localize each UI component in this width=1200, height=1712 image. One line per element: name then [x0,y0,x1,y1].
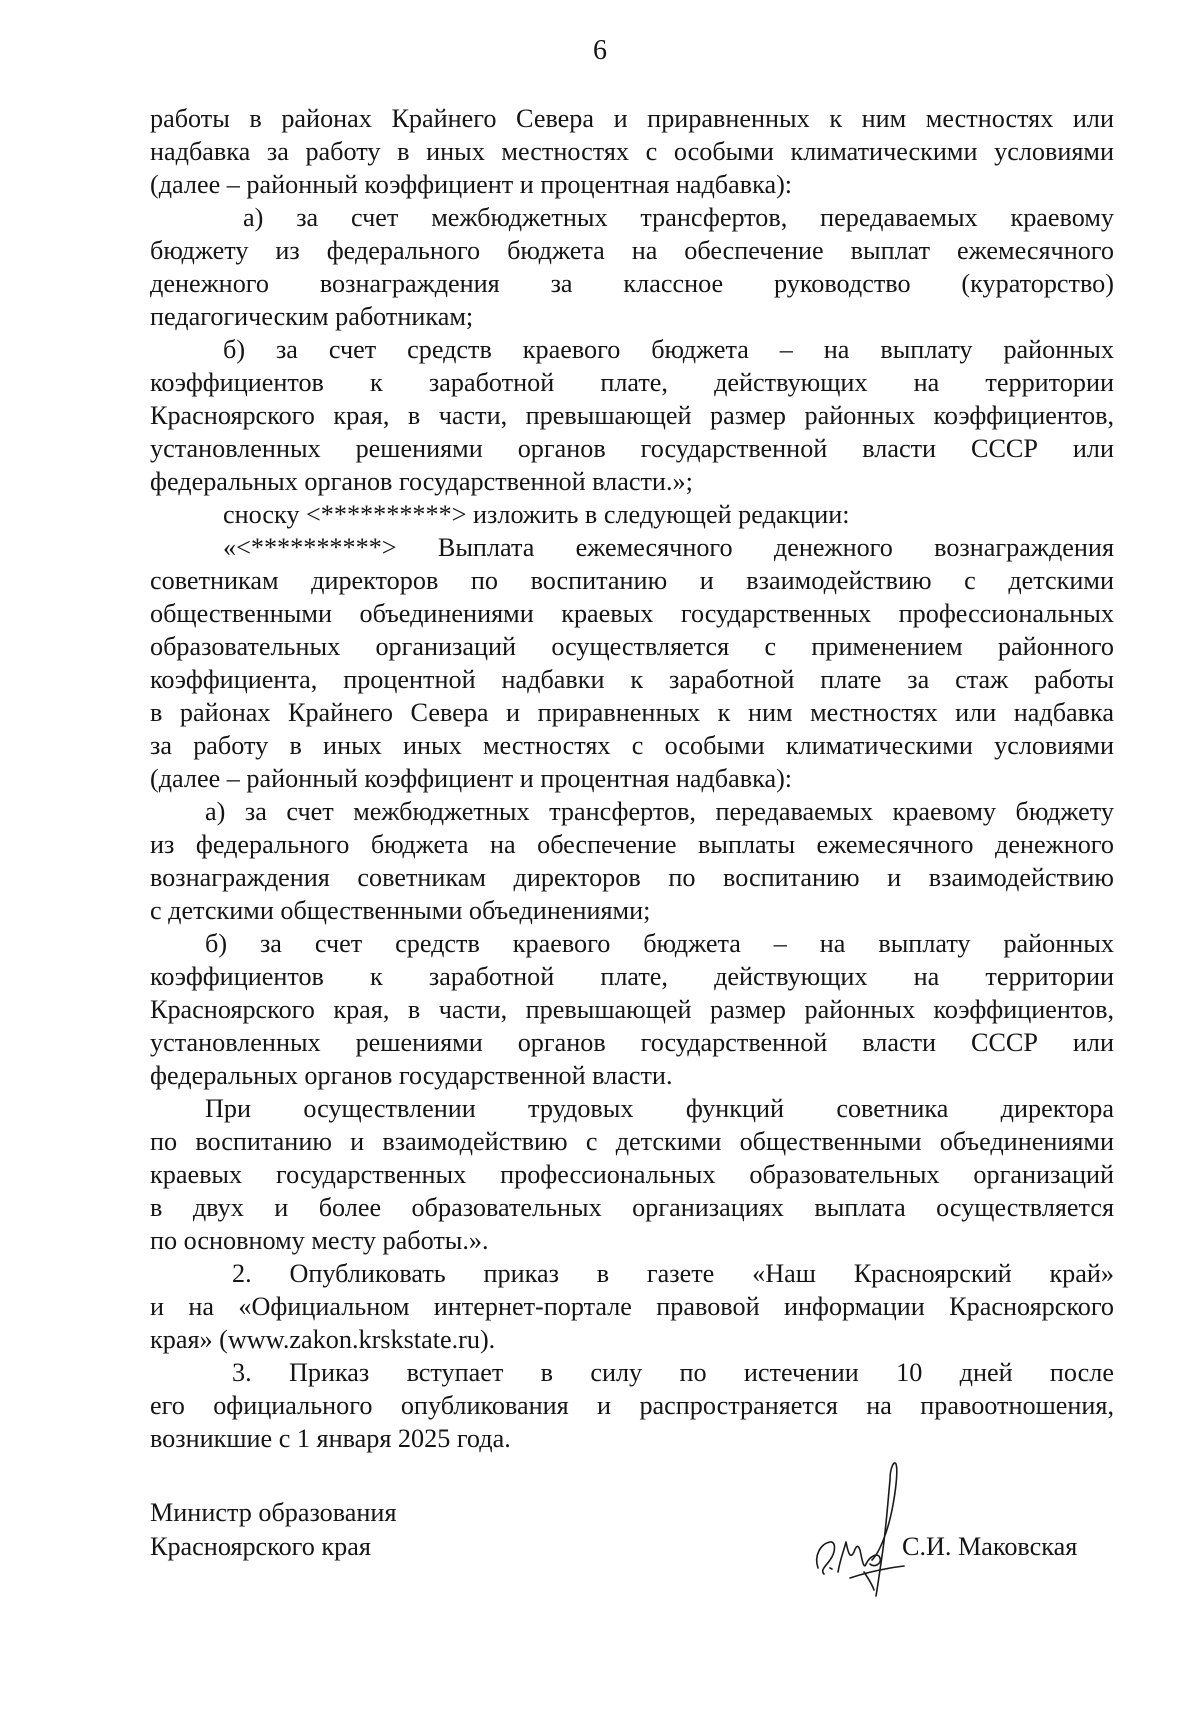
text-line: 2. Опубликовать приказ в газете «Наш Красноярский край» [232,1259,1114,1288]
text-line: б) за счет средств краевого бюджета – на выплату районных [205,929,1114,958]
text-line: в районах Крайнего Севера и приравненных к ним местностях или надбавка [150,698,1114,727]
text-line: установленных решениями органов государственной власти СССР или [150,1028,1114,1057]
text-line: образовательных организаций осуществляется с применением районного [150,632,1114,661]
text-line: работы в районах Крайнего Севера и приравненных к ним местностях или [150,104,1114,133]
text-line: 3. Приказ вступает в силу по истечении 10 дней после [232,1358,1114,1387]
text-line: денежного вознаграждения за классное руководство (кураторство) [150,269,1114,298]
text-line: за работу в иных иных местностях с особыми климатическими условиями [150,731,1114,760]
text-line: и на «Официальном интернет-портале правовой информации Красноярского [150,1292,1114,1321]
text-line: с детскими общественными объединениями; [150,896,651,925]
page-number: 6 [593,35,607,66]
text-line: в двух и более образовательных организациях выплата осуществляется [150,1193,1114,1222]
text-line: Красноярского края, в части, превышающей размер районных коэффициентов, [150,401,1114,430]
text-line: «<**********> Выплата ежемесячного денежного вознаграждения [223,533,1114,562]
text-line: (далее – районный коэффициент и процентная надбавка): [150,764,793,793]
text-line: общественными объединениями краевых государственных профессиональных [150,599,1114,628]
signatory-position [150,1496,397,1564]
text-line: федеральных органов государственной власти.»; [150,467,693,496]
document-body [150,102,1114,1455]
text-line: края» (www.zakon.krskstate.ru). [150,1325,496,1354]
text-line: При осуществлении трудовых функций советника директора [205,1094,1114,1123]
text-line: сноску <**********> изложить в следующей редакции: [223,500,850,529]
text-line: коэффициентов к заработной плате, действующих на территории [150,368,1114,397]
text-line: б) за счет средств краевого бюджета – на выплату районных [223,335,1114,364]
text-line: (далее – районный коэффициент и процентная надбавка): [150,170,793,199]
text-line: возникшие с 1 января 2025 года. [150,1424,511,1453]
text-line: федеральных органов государственной власти. [150,1061,673,1090]
text-line: педагогическим работникам; [150,302,474,331]
text-line: его официального опубликования и распространяется на правоотношения, [150,1391,1114,1420]
text-line: по основному месту работы.». [150,1226,489,1255]
text-line: советникам директоров по воспитанию и взаимодействию с детскими [150,566,1114,595]
signatory-position-line: Министр образования [150,1498,397,1527]
text-line: установленных решениями органов государственной власти СССР или [150,434,1114,463]
text-line: надбавка за работу в иных местностях с особыми климатическими условиями [150,137,1114,166]
signatory-position-line: Красноярского края [150,1532,371,1561]
text-line: из федерального бюджета на обеспечение выплаты ежемесячного денежного [150,830,1114,859]
signer-name: С.И. Маковская [902,1532,1078,1561]
text-line: краевых государственных профессиональных образовательных организаций [150,1160,1114,1189]
text-line: а) за счет межбюджетных трансфертов, передаваемых краевому бюджету [205,797,1114,826]
text-line: бюджету из федерального бюджета на обеспечение выплат ежемесячного [150,236,1114,265]
text-line: а) за счет межбюджетных трансфертов, передаваемых краевому [243,203,1114,232]
text-line: вознаграждения советникам директоров по воспитанию и взаимодействию [150,863,1114,892]
text-line: по воспитанию и взаимодействию с детскими общественными объединениями [150,1127,1114,1156]
text-line: Красноярского края, в части, превышающей размер районных коэффициентов, [150,995,1114,1024]
text-line: коэффициентов к заработной плате, действующих на территории [150,962,1114,991]
text-line: коэффициента, процентной надбавки к заработной плате за стаж работы [150,665,1114,694]
